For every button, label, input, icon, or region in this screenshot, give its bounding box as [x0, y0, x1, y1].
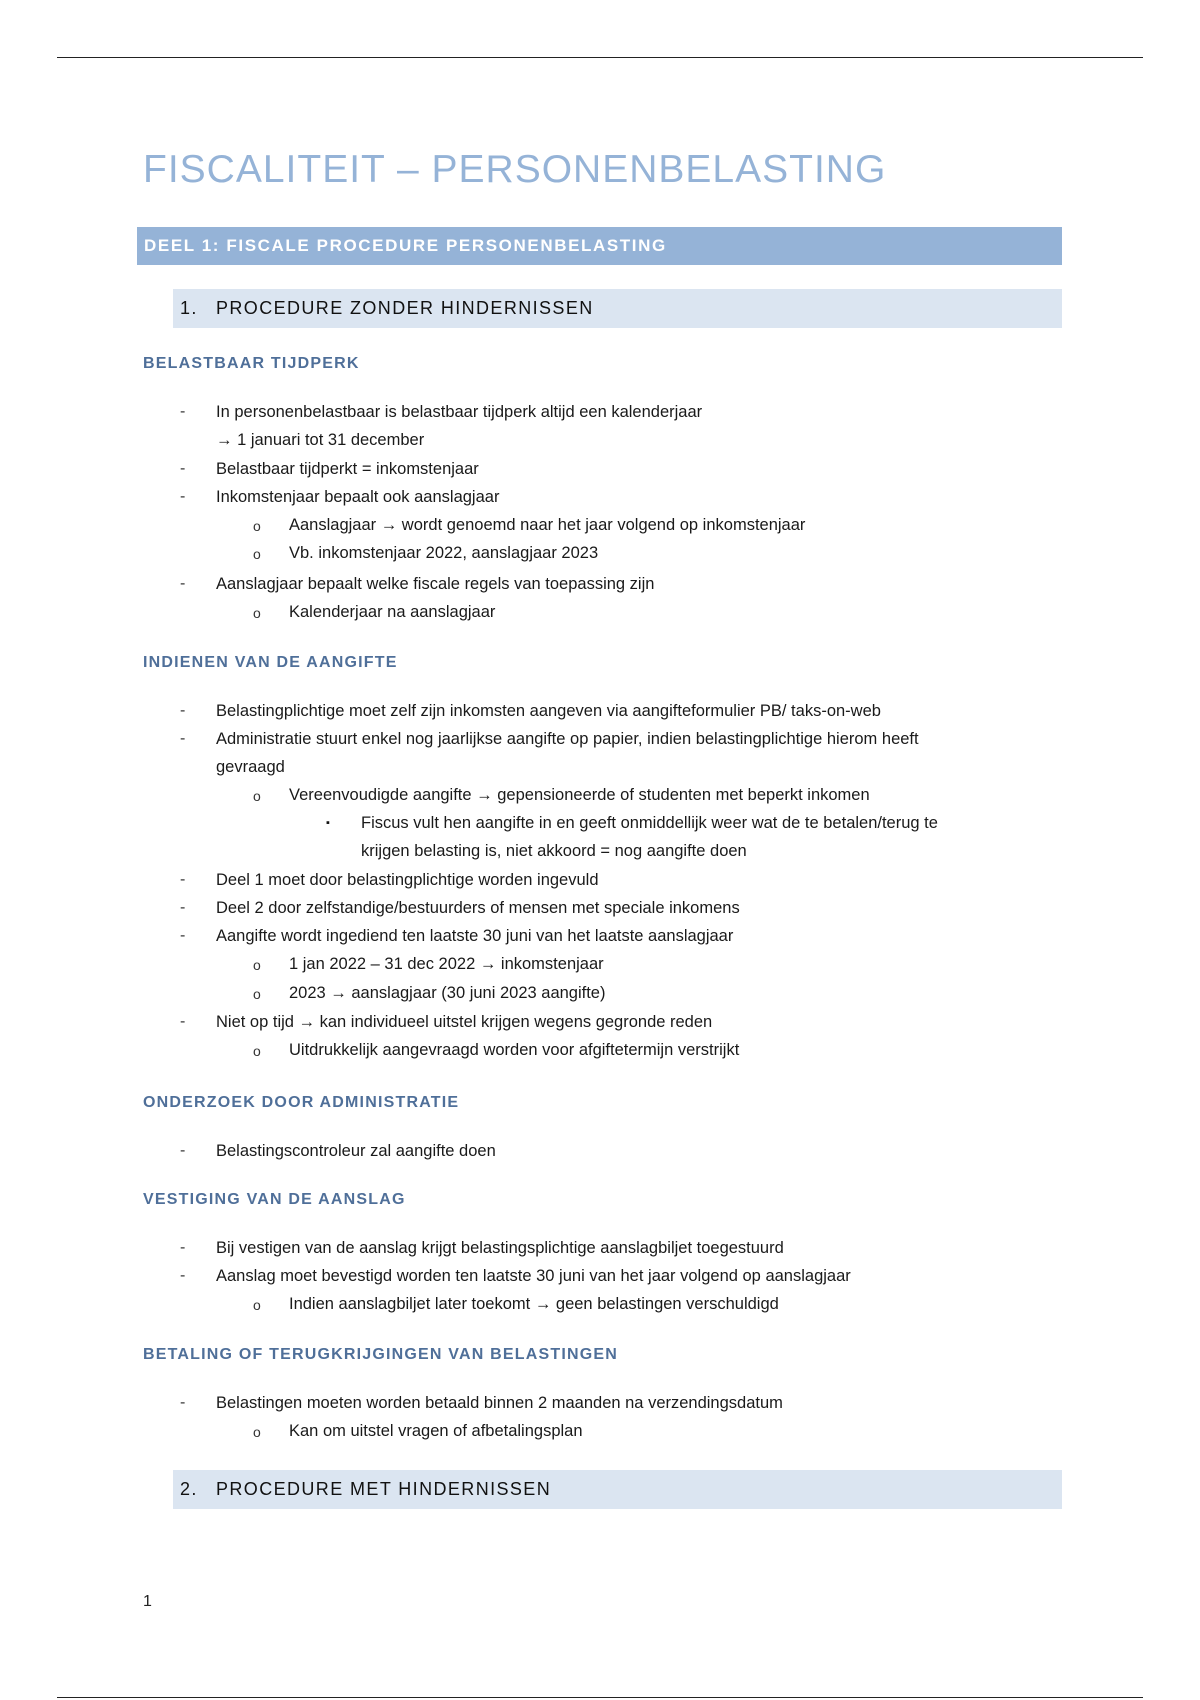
subheading-belastbaar-tijdperk: BELASTBAAR TIJDPERK: [143, 355, 360, 372]
sub-sub-list-item: Fiscus vult hen aangifte in en geeft onmiddellijk weer wat de te betalen/terug te: [361, 814, 938, 832]
sub-list-item: Aanslagjaar → wordt genoemd naar het jaar volgend op inkomstenjaar: [289, 516, 806, 534]
bullet-circle: o: [253, 986, 261, 1002]
section-title: PROCEDURE ZONDER HINDERNISSEN: [216, 298, 594, 318]
sub-list-item: 1 jan 2022 – 31 dec 2022 → inkomstenjaar: [289, 955, 604, 973]
bullet-circle: o: [253, 1424, 261, 1440]
page-number: 1: [143, 1593, 152, 1610]
bullet-dash: -: [180, 403, 186, 420]
subheading-betaling-terugkrijgingen: BETALING OF TERUGKRIJGINGEN VAN BELASTINGEN: [143, 1346, 619, 1363]
section-number: 2.: [180, 1479, 198, 1499]
subheading-indienen-aangifte: INDIENEN VAN DE AANGIFTE: [143, 654, 398, 671]
section-number: 1.: [180, 298, 198, 318]
bullet-square: ▪: [326, 817, 330, 829]
list-item: Belastingscontroleur zal aangifte doen: [216, 1142, 496, 1160]
subheading-onderzoek-administratie: ONDERZOEK DOOR ADMINISTRATIE: [143, 1094, 460, 1111]
bullet-circle: o: [253, 546, 261, 562]
header-rule: [57, 57, 1143, 58]
list-item: Belastingplichtige moet zelf zijn inkomsten aangeven via aangifteformulier PB/ taks-on-web: [216, 702, 881, 720]
list-item: Niet op tijd → kan individueel uitstel krijgen wegens gegronde reden: [216, 1013, 713, 1031]
bullet-dash: -: [180, 1394, 186, 1411]
section-heading-2: [173, 1470, 1062, 1509]
list-item: Aangifte wordt ingediend ten laatste 30 juni van het laatste aanslagjaar: [216, 927, 734, 945]
list-item: Administratie stuurt enkel nog jaarlijkse aangifte op papier, indien belastingplichtige hierom heeft: [216, 730, 919, 748]
bullet-circle: o: [253, 518, 261, 534]
bullet-dash: -: [180, 1239, 186, 1256]
bullet-dash: -: [180, 871, 186, 888]
part-heading: DEEL 1: FISCALE PROCEDURE PERSONENBELASTING: [144, 236, 667, 255]
list-item-continuation: gevraagd: [216, 758, 285, 776]
list-item: Aanslagjaar bepaalt welke fiscale regels van toepassing zijn: [216, 575, 655, 593]
list-item: Belastingen moeten worden betaald binnen 2 maanden na verzendingsdatum: [216, 1394, 783, 1412]
bullet-dash: -: [180, 702, 186, 719]
bullet-circle: o: [253, 605, 261, 621]
sub-list-item: Indien aanslagbiljet later toekomt → geen belastingen verschuldigd: [289, 1295, 779, 1313]
bullet-circle: o: [253, 788, 261, 804]
bullet-dash: -: [180, 927, 186, 944]
subheading-vestiging-aanslag: VESTIGING VAN DE AANSLAG: [143, 1191, 406, 1208]
section-heading-1: [173, 289, 1062, 328]
list-item: Bij vestigen van de aanslag krijgt belastingsplichtige aanslagbiljet toegestuurd: [216, 1239, 784, 1257]
sub-list-item: Vereenvoudigde aangifte → gepensioneerde of studenten met beperkt inkomen: [289, 786, 870, 804]
document-title: FISCALITEIT – PERSONENBELASTING: [143, 148, 887, 191]
sub-list-item: Kalenderjaar na aanslagjaar: [289, 603, 496, 621]
bullet-circle: o: [253, 957, 261, 973]
bullet-dash: -: [180, 1013, 186, 1030]
list-item-continuation: → 1 januari tot 31 december: [216, 431, 425, 449]
sub-list-item: 2023 → aanslagjaar (30 juni 2023 aangifte): [289, 984, 606, 1002]
part-heading-bar: [137, 227, 1062, 265]
section-title: PROCEDURE MET HINDERNISSEN: [216, 1479, 552, 1499]
sub-list-item: Uitdrukkelijk aangevraagd worden voor afgiftetermijn verstrijkt: [289, 1041, 740, 1059]
list-item: In personenbelastbaar is belastbaar tijdperk altijd een kalenderjaar: [216, 403, 703, 421]
sub-list-item: Vb. inkomstenjaar 2022, aanslagjaar 2023: [289, 544, 599, 562]
list-item: Aanslag moet bevestigd worden ten laatste 30 juni van het jaar volgend op aanslagjaar: [216, 1267, 851, 1285]
bullet-dash: -: [180, 730, 186, 747]
bullet-dash: -: [180, 488, 186, 505]
sub-list-item: Kan om uitstel vragen of afbetalingsplan: [289, 1422, 583, 1440]
list-item: Inkomstenjaar bepaalt ook aanslagjaar: [216, 488, 500, 506]
bullet-dash: -: [180, 575, 186, 592]
sub-sub-list-item-continuation: krijgen belasting is, niet akkoord = nog aangifte doen: [361, 842, 747, 860]
list-item: Deel 1 moet door belastingplichtige worden ingevuld: [216, 871, 599, 889]
list-item: Deel 2 door zelfstandige/bestuurders of mensen met speciale inkomens: [216, 899, 740, 917]
bullet-dash: -: [180, 1267, 186, 1284]
list-item: Belastbaar tijdperkt = inkomstenjaar: [216, 460, 479, 478]
footer-rule: [57, 1697, 1143, 1698]
bullet-circle: o: [253, 1043, 261, 1059]
bullet-circle: o: [253, 1297, 261, 1313]
bullet-dash: -: [180, 460, 186, 477]
bullet-dash: -: [180, 899, 186, 916]
bullet-dash: -: [180, 1142, 186, 1159]
